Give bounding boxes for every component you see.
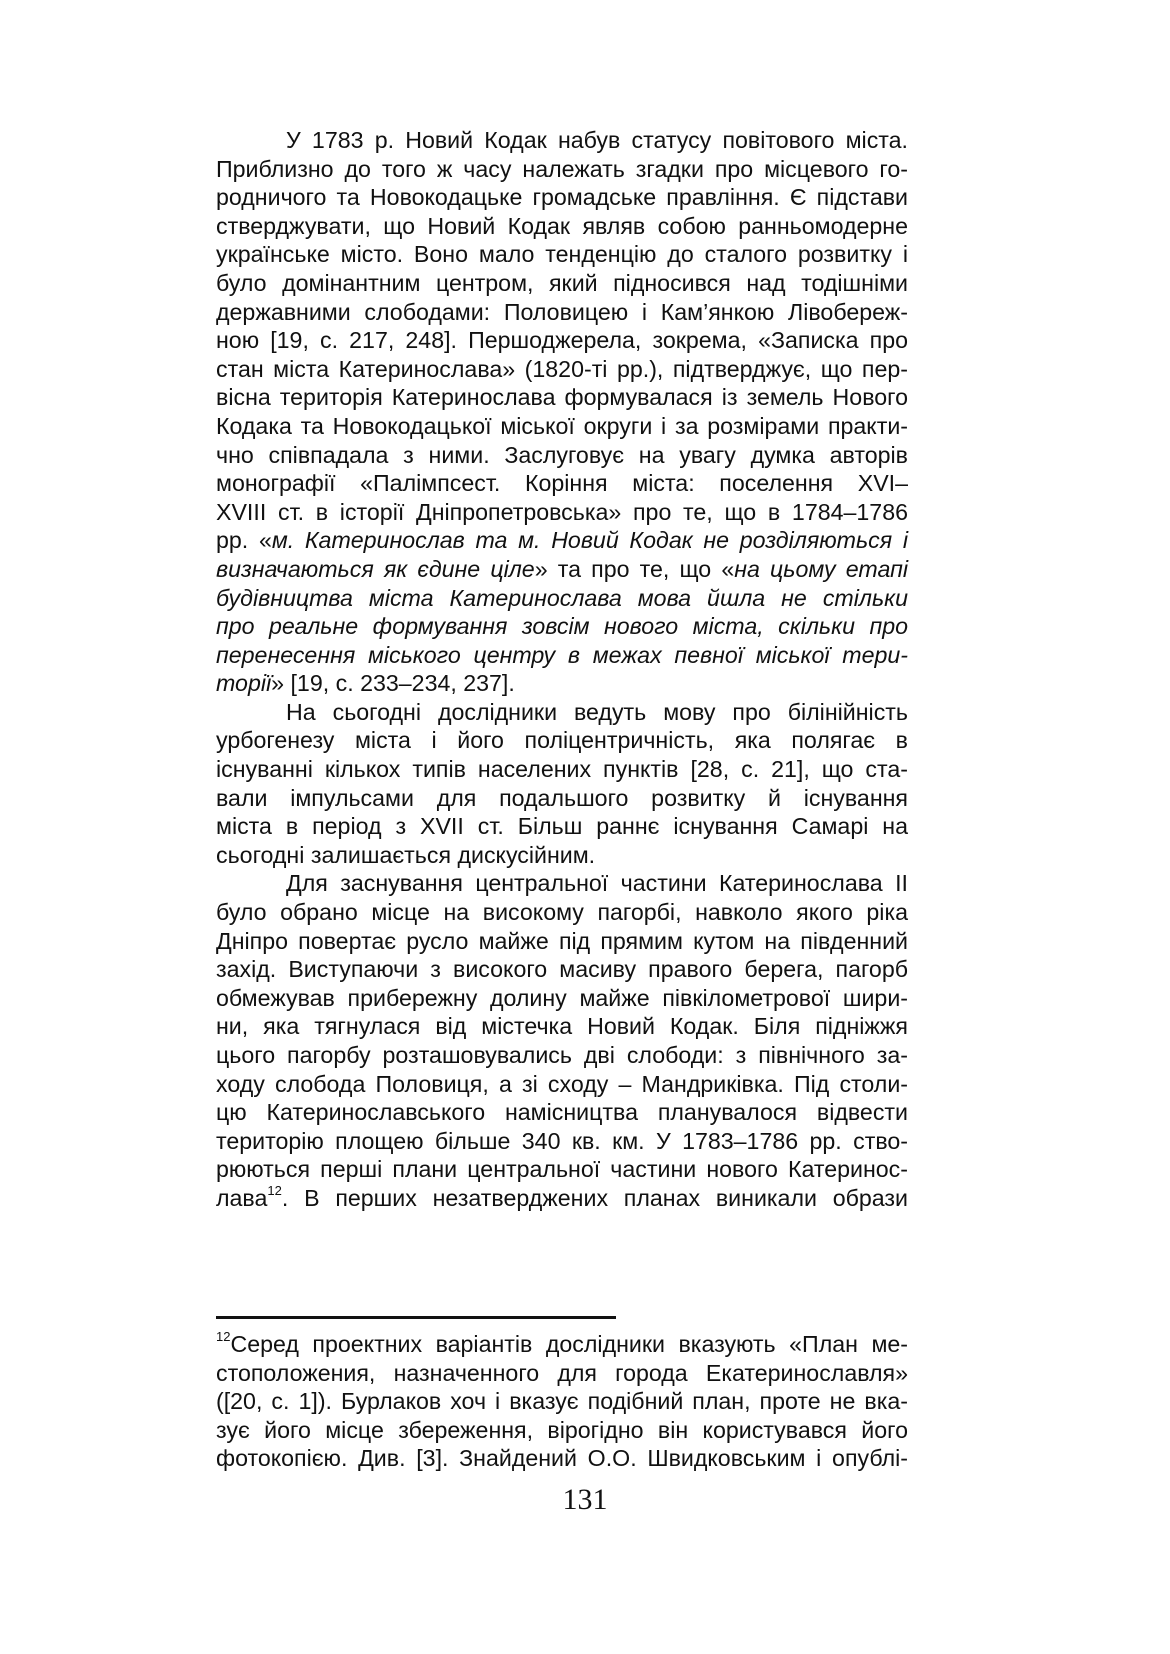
text-run: Кодака та Новокодацької міської округи і за розмірами практи- — [216, 412, 908, 439]
text-run: фотокопією. Див. [3]. Знайдений О.О. Швидковським і опублі- — [216, 1445, 908, 1472]
text-line — [216, 755, 908, 784]
text-run: цю Катеринославського намісництва планувалося відвести — [216, 1099, 908, 1126]
text-run: Для заснування центральної частини Катеринослава ІІ — [286, 870, 908, 897]
text-run: чно співпадала з ними. Заслуговує на увагу думка авторів — [216, 441, 908, 468]
text-line — [216, 1155, 908, 1184]
text-line — [216, 240, 908, 269]
text-run: ною [19, с. 217, 248]. Першоджерела, зокрема, «Записка про — [216, 327, 908, 354]
text-run: вали імпульсами для подальшого розвитку й існування — [216, 784, 908, 811]
text-line — [216, 669, 908, 698]
text-run: урбогенезу міста і його поліцентричність, яка полягає в — [216, 727, 908, 754]
body-text — [216, 126, 908, 1213]
text-run: міста в період з XVII ст. Більш раннє існування Самарі на — [216, 813, 908, 840]
text-line — [216, 1098, 908, 1127]
text-run: На сьогодні дослідники ведуть мову про білінійність — [286, 698, 908, 725]
text-run: лава — [216, 1184, 268, 1211]
text-line — [216, 526, 908, 555]
text-run: монографії «Палімпсест. Коріння міста: поселення XVI– — [216, 470, 908, 497]
text-line — [216, 155, 908, 184]
text-run: родничого та Новокодацьке громадське правління. Є підстави — [216, 184, 908, 211]
text-run: зує його місце збереження, вірогідно він користувався його — [216, 1416, 908, 1443]
text-line — [216, 383, 908, 412]
text-run: рр. « — [216, 527, 272, 554]
text-run: Серед проектних варіантів дослідники вказують «План ме- — [230, 1331, 908, 1357]
text-line — [216, 812, 908, 841]
text-line — [216, 269, 908, 298]
text-line — [216, 784, 908, 813]
text-run: . В перших незатверджених планах виникали образи — [281, 1184, 908, 1211]
text-run: торії — [216, 670, 272, 697]
text-run: XVIII ст. в історії Дніпропетровська» про те, що в 1784–1786 — [216, 498, 908, 525]
footnote-line — [216, 1359, 908, 1388]
text-line — [216, 955, 908, 984]
text-line — [216, 584, 908, 613]
text-line — [216, 898, 908, 927]
text-run: рюються перші плани центральної частини нового Катеринос- — [216, 1156, 908, 1183]
text-run: українське місто. Воно мало тенденцію до сталого розвитку і — [216, 241, 908, 268]
text-run: стан міста Катеринослава» (1820-ті рр.), підтверджує, що пер- — [216, 355, 908, 382]
text-line — [216, 469, 908, 498]
text-line — [216, 412, 908, 441]
text-line — [216, 698, 908, 727]
text-run: Дніпро повертає русло майже під прямим кутом на південний — [216, 927, 908, 954]
text-line — [216, 326, 908, 355]
text-run: ни, яка тягнулася від містечка Новий Кодак. Біля підніжжя — [216, 1013, 908, 1040]
text-line — [216, 869, 908, 898]
text-line — [216, 212, 908, 241]
text-line — [216, 927, 908, 956]
text-run: територію площею більше 340 кв. км. У 1783–1786 рр. ство- — [216, 1127, 908, 1154]
footnote — [216, 1330, 908, 1473]
text-run: будівництва міста Катеринослава мова йшла не стільки — [216, 584, 908, 611]
text-line — [216, 1127, 908, 1156]
text-line — [216, 1041, 908, 1070]
text-run: стверджувати, що Новий Кодак являв собою ранньомодерне — [216, 212, 908, 239]
text-run: » [19, с. 233–234, 237]. — [271, 670, 515, 697]
text-line — [216, 612, 908, 641]
text-line — [216, 726, 908, 755]
text-line — [216, 1012, 908, 1041]
footnote-line — [216, 1330, 908, 1359]
footnote-separator — [216, 1316, 616, 1319]
footnote-line — [216, 1444, 908, 1473]
page-number: 131 — [562, 1483, 608, 1516]
text-line — [216, 298, 908, 327]
footnote-ref: 12 — [267, 1182, 282, 1198]
text-run: стоположения, назначенного для города Екатеринославля» — [216, 1359, 908, 1386]
footnote-line — [216, 1416, 908, 1445]
text-line — [216, 498, 908, 527]
text-line — [216, 841, 908, 870]
text-run: існуванні кількох типів населених пунктів [28, с. 21], що ста- — [216, 756, 908, 783]
text-line — [216, 1070, 908, 1099]
text-run: вісна територія Катеринослава формувалася із земель Нового — [216, 384, 908, 411]
text-line — [216, 183, 908, 212]
text-run: було домінантним центром, який підносився над тодішніми — [216, 269, 908, 296]
text-line — [216, 984, 908, 1013]
text-line — [216, 355, 908, 384]
text-run: обмежував прибережну долину майже півкілометрової шири- — [216, 984, 908, 1011]
text-run: перенесення міського центру в межах певної міської тери- — [216, 641, 908, 668]
text-run: державними слободами: Половицею і Кам’янкою Лівобереж- — [216, 298, 908, 325]
footnote-marker: 12 — [216, 1329, 231, 1344]
text-run: » та про те, що « — [534, 555, 735, 582]
text-run: Приблизно до того ж часу належать згадки про місцевого го- — [216, 155, 908, 182]
text-line — [216, 641, 908, 670]
footnote-line — [216, 1387, 908, 1416]
text-line — [216, 555, 908, 584]
text-run: ходу слобода Половиця, а зі сходу – Мандриківка. Під столи- — [216, 1070, 908, 1097]
text-run: У 1783 р. Новий Кодак набув статусу повітового міста. — [286, 127, 908, 153]
text-run: захід. Виступаючи з високого масиву правого берега, пагорб — [216, 956, 908, 983]
text-line — [216, 1184, 908, 1213]
text-run: було обрано місце на високому пагорбі, навколо якого ріка — [216, 899, 908, 926]
text-run: визначаються як єдине ціле — [216, 555, 535, 582]
text-run: сьогодні залишається дискусійним. — [216, 841, 596, 868]
text-run: на цьому етапі — [734, 555, 909, 582]
text-line — [216, 441, 908, 470]
text-run: цього пагорбу розташовувались дві слободи: з північного за- — [216, 1042, 908, 1068]
text-run: ([20, с. 1]). Бурлаков хоч і вказує подібний план, проте не вка- — [216, 1388, 908, 1415]
text-run: м. Катеринослав та м. Новий Кодак не розділяються і — [271, 527, 908, 554]
text-run: про реальне формування зовсім нового міста, скільки про — [216, 613, 908, 640]
text-line — [216, 126, 908, 155]
